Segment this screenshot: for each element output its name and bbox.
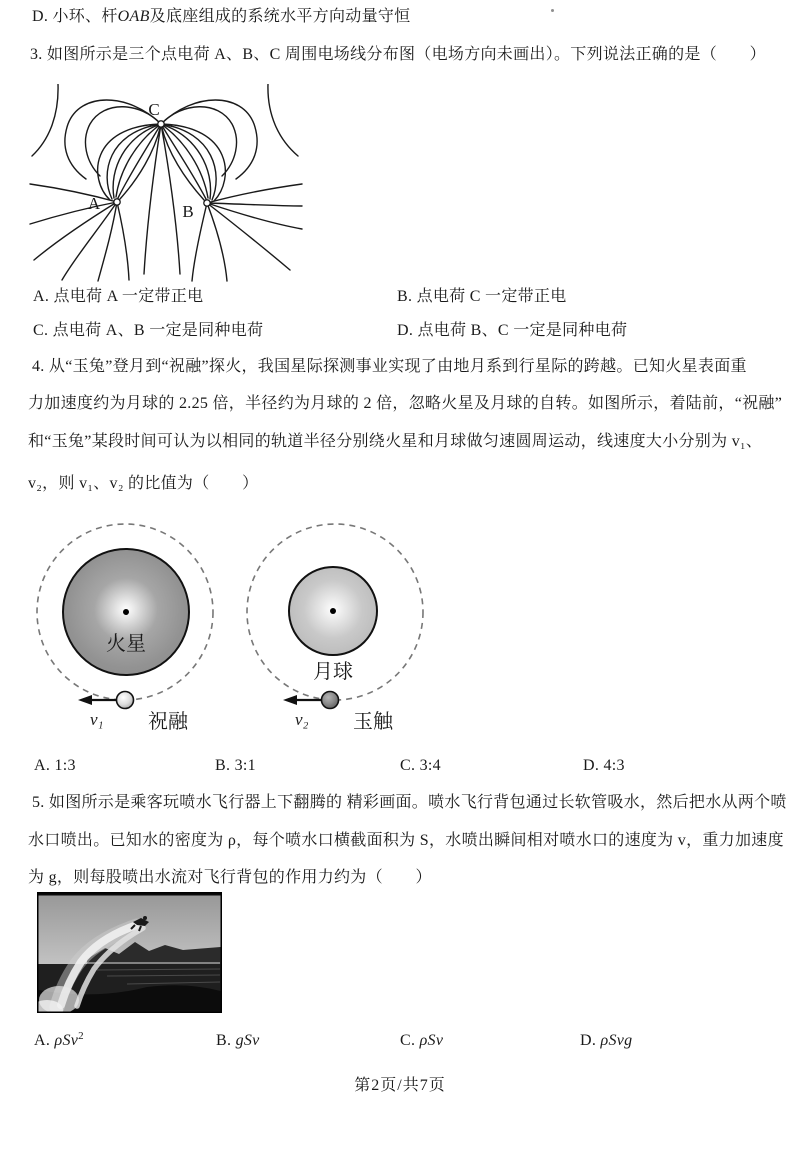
q5-stem-line-2: 水口喷出。已知水的密度为 ρ，每个喷水口横截面积为 S，水喷出瞬间相对喷水口的速度为 v，重力加速度 xyxy=(28,832,784,849)
q5-option-a-letter: A. xyxy=(34,1032,55,1049)
prev-d-variable: OAB xyxy=(117,8,150,25)
charge-a xyxy=(114,199,120,205)
q5-option-d xyxy=(580,1031,632,1051)
q5-option-a-exponent: 2 xyxy=(78,1030,84,1042)
q5-stem-line-1: 5. 如图所示是乘客玩喷水飞行器上下翻腾的 精彩画面。喷水飞行背包通过长软管吸水，然后把水从两个喷 xyxy=(32,794,787,811)
moon-label: 月球 xyxy=(313,661,353,683)
q4-option-b: B. 3:1 xyxy=(215,757,256,774)
moon-center-dot xyxy=(330,608,336,614)
q5-photo-water-jet-flyer xyxy=(37,892,222,1013)
q4-stem-line-3: 和“玉兔”某段时间可认为以相同的轨道半径分别绕火星和月球做匀速圆周运动，线速度大小分别为 v₁、 xyxy=(28,433,763,450)
q5-option-c xyxy=(400,1031,443,1051)
charge-c xyxy=(158,121,164,127)
q5-stem-line-3: 为 g，则每股喷出水流对飞行背包的作用力约为（ ） xyxy=(28,869,432,886)
q4-orbit-figure xyxy=(30,512,445,745)
charge-b xyxy=(204,200,210,206)
scan-speck xyxy=(551,9,554,12)
q4-stem-line-1: 4. 从“玉兔”登月到“祝融”探火，我国星际探测事业实现了由地月系到行星际的跨越。已知火星表面重 xyxy=(32,358,747,375)
q5-option-b xyxy=(216,1031,260,1051)
field-lines xyxy=(30,84,302,281)
q3-option-a: A. 点电荷 A 一定带正电 xyxy=(33,288,204,305)
charge-label-c: C xyxy=(148,100,160,119)
q5-option-c-formula: ρSv xyxy=(419,1032,444,1049)
zhurong-label: 祝融 xyxy=(148,711,188,733)
q4-option-d: D. 4:3 xyxy=(583,757,625,774)
q5-option-a-formula: ρSv xyxy=(54,1032,79,1049)
prev-d-prefix: D. 小环、杆 xyxy=(32,8,118,25)
mars-center-dot xyxy=(123,609,129,615)
q3-option-b: B. 点电荷 C 一定带正电 xyxy=(397,288,567,305)
zhurong-probe xyxy=(117,692,134,709)
q5-option-c-letter: C. xyxy=(400,1032,420,1049)
q5-option-d-formula: ρSvg xyxy=(600,1032,633,1049)
mars-label: 火星 xyxy=(106,633,146,655)
q5-option-a xyxy=(34,1031,84,1051)
q3-option-c: C. 点电荷 A、B 一定是同种电荷 xyxy=(33,322,264,339)
prev-question-option-d xyxy=(32,7,410,27)
q5-option-b-letter: B. xyxy=(216,1032,236,1049)
q5-option-b-formula: gSv xyxy=(235,1032,260,1049)
q5-option-d-letter: D. xyxy=(580,1032,601,1049)
page-number: 第2页/共7页 xyxy=(354,1077,446,1094)
q4-option-a: A. 1:3 xyxy=(34,757,76,774)
v2-label: v₂ xyxy=(295,710,309,729)
q4-stem-line-2: 力加速度约为月球的 2.25 倍，半径约为月球的 2 倍，忽略火星及月球的自转。如图所示，着陆前，“祝融” xyxy=(28,395,783,412)
v1-label: v₁ xyxy=(90,710,104,729)
q3-field-lines-figure xyxy=(28,84,304,284)
charge-label-b: B xyxy=(182,202,194,221)
q3-option-d: D. 点电荷 B、C 一定是同种电荷 xyxy=(397,322,628,339)
q3-stem: 3. 如图所示是三个点电荷 A、B、C 周围电场线分布图（电场方向未画出）。下列说法正确的是（ ） xyxy=(30,46,766,63)
yutu-probe xyxy=(322,692,339,709)
q4-stem-line-4: v₂，则 v₁、v₂ 的比值为（ ） xyxy=(28,475,259,492)
prev-d-suffix: 及底座组成的系统水平方向动量守恒 xyxy=(149,8,411,25)
q4-option-c: C. 3:4 xyxy=(400,757,441,774)
charge-label-a: A xyxy=(87,194,101,213)
yutu-label: 玉触 xyxy=(353,711,393,733)
